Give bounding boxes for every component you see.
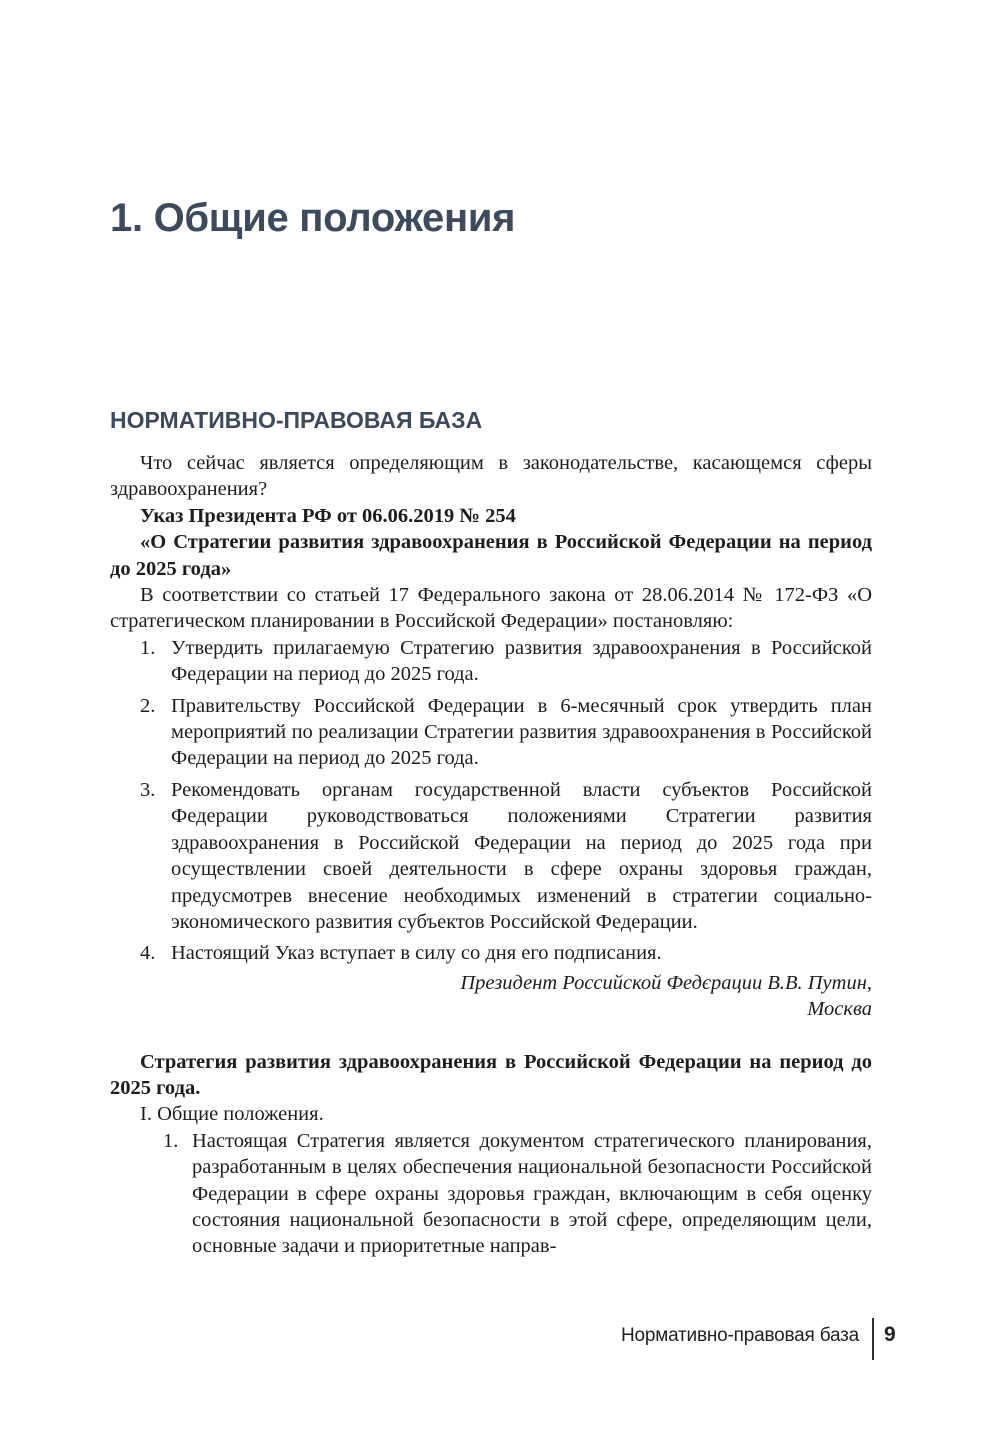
signature-place: Москва xyxy=(807,998,872,1021)
signature-line: Президент Российской Федєрации В.В. Путин, xyxy=(460,971,872,994)
page-footer xyxy=(0,1318,1000,1362)
strategy-title: Стратегия развития здравоохранения в Российской Федерации на период до 2025 года. xyxy=(110,1050,872,1099)
decree-title: «О Стратегии развития здравоохранения в Российской Федерации на период до 2025 года» xyxy=(110,531,872,580)
running-footer-title: Нормативно-правовая база xyxy=(620,1325,859,1346)
section-title: НОРМАТИВНО-ПРАВОВАЯ БАЗА xyxy=(110,407,483,433)
list-item-text: Правительству Российской Федерации в 6-месячный срок утвердить план мероприятий по реализации Стратегии развития здравоохранения в Российской Федерации на период до 2025 года. xyxy=(171,694,872,770)
page-number: 9 xyxy=(884,1323,896,1346)
chapter-title: 1. Общие положения xyxy=(110,196,516,240)
list-item-number: 2. xyxy=(140,694,156,717)
list-item-text: Настоящий Указ вступает в силу со дня его подписания. xyxy=(171,942,662,965)
strategy-items xyxy=(110,1128,872,1260)
decree-heading: Указ Президента РФ от 06.06.2019 № 254 xyxy=(140,504,516,527)
decree-items xyxy=(110,635,872,967)
list-item xyxy=(110,635,872,688)
list-item xyxy=(110,940,872,966)
list-item xyxy=(110,777,872,935)
body-text xyxy=(110,450,872,1260)
list-item-number: 1. xyxy=(163,1129,179,1152)
list-item-text: Рекомендовать органам государственной власти субъектов Российской Федерации руководствоваться положениями Стратегии развития здравоохранения в Российской Федерации на период до 2025 года при осуществлении своей деятельности в сфере охраны здоровья граждан, предусмотрев внесение необходимых изменений в стратегии социально-экономического развития субъектов Российской Федерации. xyxy=(171,778,872,933)
strategy-subsection: I. Общие положения. xyxy=(140,1103,324,1126)
spacer xyxy=(110,1023,872,1049)
intro-paragraph: Что сейчас является определяющим в законодательстве, касающемся сферы здравоохранения? xyxy=(110,452,872,501)
list-item-number: 1. xyxy=(140,636,156,659)
list-item xyxy=(110,1128,872,1260)
list-item-text: Утвердить прилагаемую Стратегию развития здравоохранения в Российской Федерации на период до 2025 года. xyxy=(171,636,872,686)
list-item xyxy=(110,693,872,772)
list-item-number: 4. xyxy=(140,942,156,965)
footer-divider xyxy=(872,1318,874,1360)
list-item-number: 3. xyxy=(140,778,156,801)
list-item-text: Настоящая Стратегия является документом стратегического планирования, разработанным в целях обеспечения национальной безопасности Российской Федерации в сфере охраны здоровья граждан, включающим в себя оценку состояния национальной безопасности в этой сфере, определяющим цели, основные задачи и приоритетные направ- xyxy=(192,1129,872,1258)
decree-preamble: В соответствии со статьей 17 Федерального закона от 28.06.2014 № 172-ФЗ «О стратегическом планировании в Российской Федерации» постановляю: xyxy=(110,584,872,633)
